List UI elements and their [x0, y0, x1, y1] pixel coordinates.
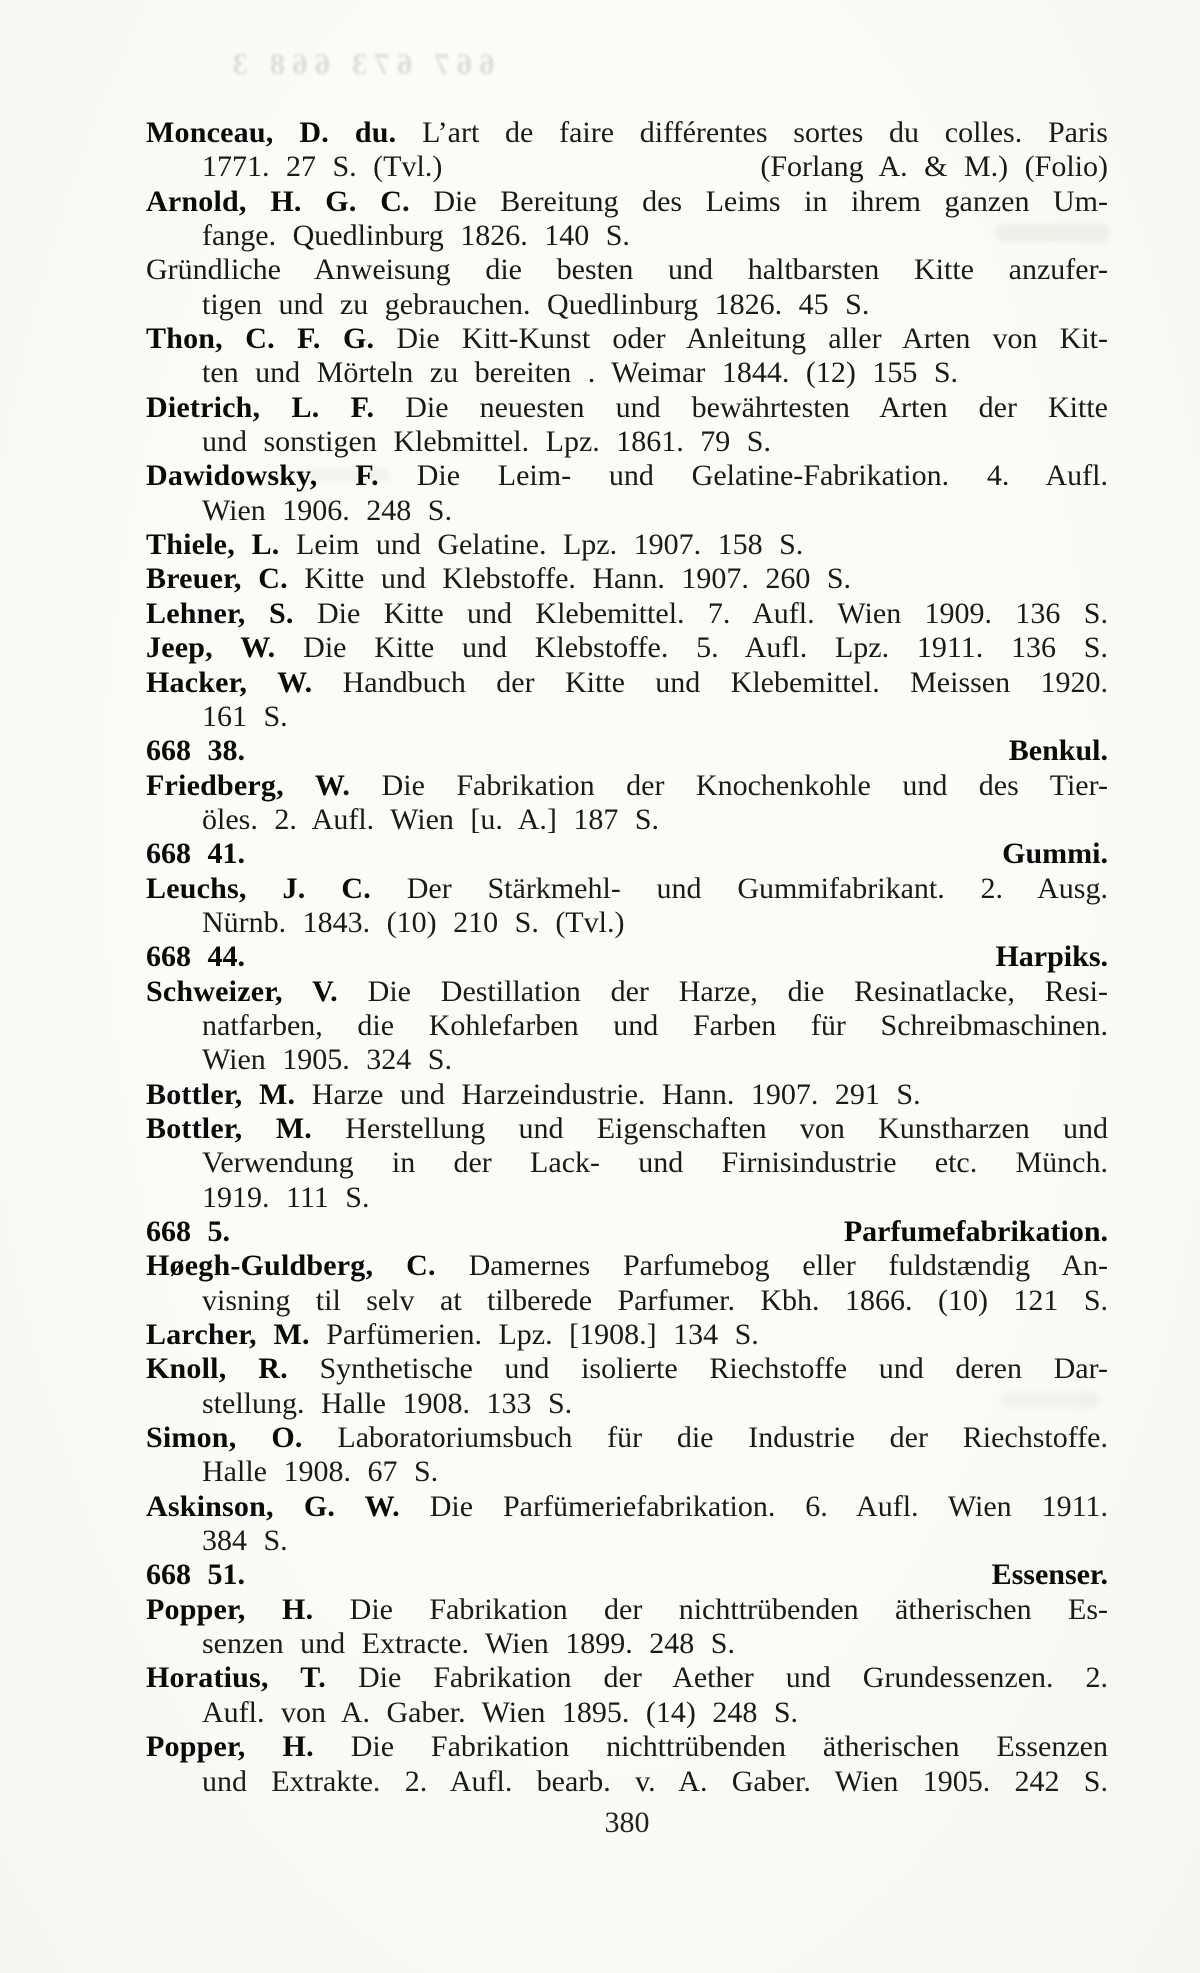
entry-line [146, 1730, 1108, 1764]
entry-line [146, 391, 1108, 425]
entry-text: Leim und Gelatine. Lpz. 1907. 158 S. [296, 528, 804, 562]
continuation-line [146, 1696, 1108, 1730]
entry-text: senzen und Extracte. Wien 1899. 248 S. [202, 1627, 735, 1661]
entry-text: Der Stärkmehl- und Gummifabrikant. 2. Ausg. [406, 871, 1108, 905]
publication-details: 1771. 27 S. (Tvl.) [202, 150, 443, 184]
entry-text: visning til selv at tilberede Parfumer. Kbh. 1866. (10) 121 S. [202, 1283, 1108, 1317]
continuation-line [146, 1455, 1108, 1489]
entry-line [146, 322, 1108, 356]
entry-text: Die Fabrikation nichttrübenden ätherischen Essenzen [350, 1730, 1108, 1764]
continuation-line [146, 150, 1108, 184]
author-name: Larcher, M. [146, 1318, 310, 1352]
entry-text: stellung. Halle 1908. 133 S. [202, 1386, 573, 1420]
entry-text: und sonstigen Klebmittel. Lpz. 1861. 79 S. [202, 425, 771, 459]
continuation-line [146, 288, 1108, 322]
entry-line [146, 1249, 1108, 1283]
author-name: Friedberg, W. [146, 768, 351, 802]
entry-text: Gründliche Anweisung die besten und haltbarsten Kitte anzufer- [146, 253, 1108, 287]
entry-text: fange. Quedlinburg 1826. 140 S. [202, 219, 630, 253]
entry-text: ten und Mörteln zu bereiten . Weimar 1844. (12) 155 S. [202, 356, 959, 390]
entry-text: Die Fabrikation der Knochenkohle und des Tier- [381, 768, 1109, 802]
section-code: 668 5. [146, 1215, 230, 1248]
page-number: 380 [604, 1806, 650, 1839]
author-name: Knoll, R. [146, 1352, 288, 1386]
entry-line [146, 1421, 1108, 1455]
author-name: Horatius, T. [146, 1661, 326, 1695]
author-name: Simon, O. [146, 1421, 303, 1455]
entry-text: Die Parfümeriefabrikation. 6. Aufl. Wien 1911. [429, 1489, 1108, 1523]
author-name: Popper, H. [146, 1730, 314, 1764]
entry-text: 161 S. [202, 699, 288, 733]
continuation-line [146, 1765, 1108, 1799]
continuation-line [146, 1387, 1108, 1421]
entry-text: Wien 1906. 248 S. [202, 493, 452, 527]
continuation-line [146, 1009, 1108, 1043]
entry-text: L’art de faire différentes sortes du colles. Paris [422, 116, 1108, 149]
entry-text: Die neuesten und bewährtesten Arten der Kitte [405, 390, 1108, 424]
entry-text: Wien 1905. 324 S. [202, 1043, 452, 1077]
author-name: Breuer, C. [146, 562, 288, 596]
author-name: Leuchs, J. C. [146, 871, 371, 905]
entry-text: Die Fabrikation der Aether und Grundessenzen. 2. [357, 1661, 1109, 1695]
entry-line [146, 459, 1108, 493]
section-code: 668 41. [146, 837, 245, 871]
continuation-line [146, 1146, 1108, 1180]
entry-line [146, 185, 1108, 219]
entry-text: Die Fabrikation der nichttrübenden ätherischen Es- [349, 1592, 1108, 1626]
author-name: Bottler, M. [146, 1111, 312, 1145]
entry-line [146, 1112, 1108, 1146]
section-code: 668 44. [146, 940, 245, 974]
author-name: Popper, H. [146, 1592, 314, 1626]
section-header [146, 1215, 1108, 1249]
entry-text: Verwendung in der Lack- und Firnisindustrie etc. Münch. [202, 1146, 1108, 1180]
bleed-through-text: 667 673 668 3 [225, 46, 495, 81]
continuation-line [146, 1181, 1108, 1215]
publisher-note: (Forlang A. & M.) (Folio) [760, 150, 1108, 184]
continuation-line [146, 494, 1108, 528]
section-header [146, 837, 1108, 871]
entry-text: Die Destillation der Harze, die Resinatlacke, Resi- [367, 974, 1108, 1008]
entry-line [146, 1490, 1108, 1524]
entry-text: Aufl. von A. Gaber. Wien 1895. (14) 248 S. [202, 1695, 799, 1729]
entry-text: und Extrakte. 2. Aufl. bearb. v. A. Gaber. Wien 1905. 242 S. [202, 1764, 1108, 1798]
continuation-line [146, 1627, 1108, 1661]
section-keyword: Harpiks. [995, 940, 1108, 974]
author-name: Lehner, S. [146, 596, 294, 630]
author-name: Hacker, W. [146, 665, 313, 699]
section-keyword: Essenser. [991, 1558, 1108, 1592]
entry-text: Kitte und Klebstoffe. Hann. 1907. 260 S. [304, 562, 852, 596]
entry-text: Die Kitt-Kunst oder Anleitung aller Arten von Kit- [396, 322, 1108, 356]
section-keyword: Benkul. [1008, 734, 1108, 768]
section-code: 668 38. [146, 734, 245, 768]
section-header [146, 734, 1108, 768]
section-keyword: Gummi. [1002, 837, 1108, 871]
entry-text: Damernes Parfumebog eller fuldstændig An- [468, 1249, 1108, 1283]
section-code: 668 51. [146, 1558, 245, 1592]
author-name: Arnold, H. G. C. [146, 184, 410, 218]
entry-line [146, 975, 1108, 1009]
continuation-line [146, 425, 1108, 459]
entry-line [146, 1318, 1108, 1352]
author-name: Høegh-Guldberg, C. [146, 1249, 436, 1283]
entry-text: 1919. 111 S. [202, 1180, 370, 1214]
continuation-line [146, 1284, 1108, 1318]
continuation-line [146, 803, 1108, 837]
entry-text: Herstellung und Eigenschaften von Kunstharzen und [345, 1111, 1109, 1145]
author-name: Dietrich, L. F. [146, 390, 375, 424]
continuation-line [146, 356, 1108, 390]
author-name: Bottler, M. [146, 1077, 296, 1111]
entry-line [146, 528, 1108, 562]
entry-line [146, 631, 1108, 665]
author-name: Jeep, W. [146, 631, 276, 665]
author-name: Thiele, L. [146, 528, 280, 562]
entry-line [146, 597, 1108, 631]
entry-text: Parfümerien. Lpz. [1908.] 134 S. [326, 1318, 759, 1352]
author-name: Dawidowsky, F. [146, 459, 379, 493]
bibliography-text [146, 116, 1108, 1799]
section-keyword: Parfumefabrikation. [843, 1215, 1108, 1248]
author-name: Askinson, G. W. [146, 1489, 400, 1523]
entry-line [146, 1352, 1108, 1386]
entry-text: natfarben, die Kohlefarben und Farben für Schreibmaschinen. [202, 1008, 1108, 1042]
author-name: Schweizer, V. [146, 974, 338, 1008]
entry-text: Harze und Harzeindustrie. Hann. 1907. 291 S. [311, 1077, 921, 1111]
entry-line [146, 1661, 1108, 1695]
title-line [146, 253, 1108, 287]
entry-line [146, 116, 1108, 150]
entry-text: Synthetische und isolierte Riechstoffe und deren Dar- [319, 1352, 1108, 1386]
entry-line [146, 1593, 1108, 1627]
author-name: Monceau, D. du. [146, 116, 397, 149]
entry-text: Die Bereitung des Leims in ihrem ganzen Um- [433, 184, 1108, 218]
continuation-line [146, 700, 1108, 734]
entry-line [146, 769, 1108, 803]
entry-line [146, 1078, 1108, 1112]
entry-text: tigen und zu gebrauchen. Quedlinburg 1826. 45 S. [202, 287, 870, 321]
entry-text: Laboratoriumsbuch für die Industrie der Riechstoffe. [337, 1421, 1108, 1455]
entry-line [146, 666, 1108, 700]
entry-text: Die Kitte und Klebstoffe. 5. Aufl. Lpz. 1911. 136 S. [303, 631, 1108, 665]
continuation-line [146, 1524, 1108, 1558]
entry-text: Halle 1908. 67 S. [202, 1455, 439, 1489]
entry-line [146, 872, 1108, 906]
section-header [146, 1558, 1108, 1592]
entry-text: Nürnb. 1843. (10) 210 S. (Tvl.) [202, 905, 625, 939]
author-name: Thon, C. F. G. [146, 322, 375, 356]
entry-text: Die Kitte und Klebemittel. 7. Aufl. Wien 1909. 136 S. [317, 596, 1108, 630]
continuation-line [146, 906, 1108, 940]
section-header [146, 940, 1108, 974]
continuation-line [146, 1043, 1108, 1077]
continuation-line [146, 219, 1108, 253]
entry-text: öles. 2. Aufl. Wien [u. A.] 187 S. [202, 802, 660, 836]
entry-text: 384 S. [202, 1524, 288, 1558]
entry-text: Handbuch der Kitte und Klebemittel. Meissen 1920. [342, 665, 1108, 699]
entry-line [146, 562, 1108, 596]
entry-text: Die Leim- und Gelatine-Fabrikation. 4. Aufl. [416, 459, 1108, 493]
